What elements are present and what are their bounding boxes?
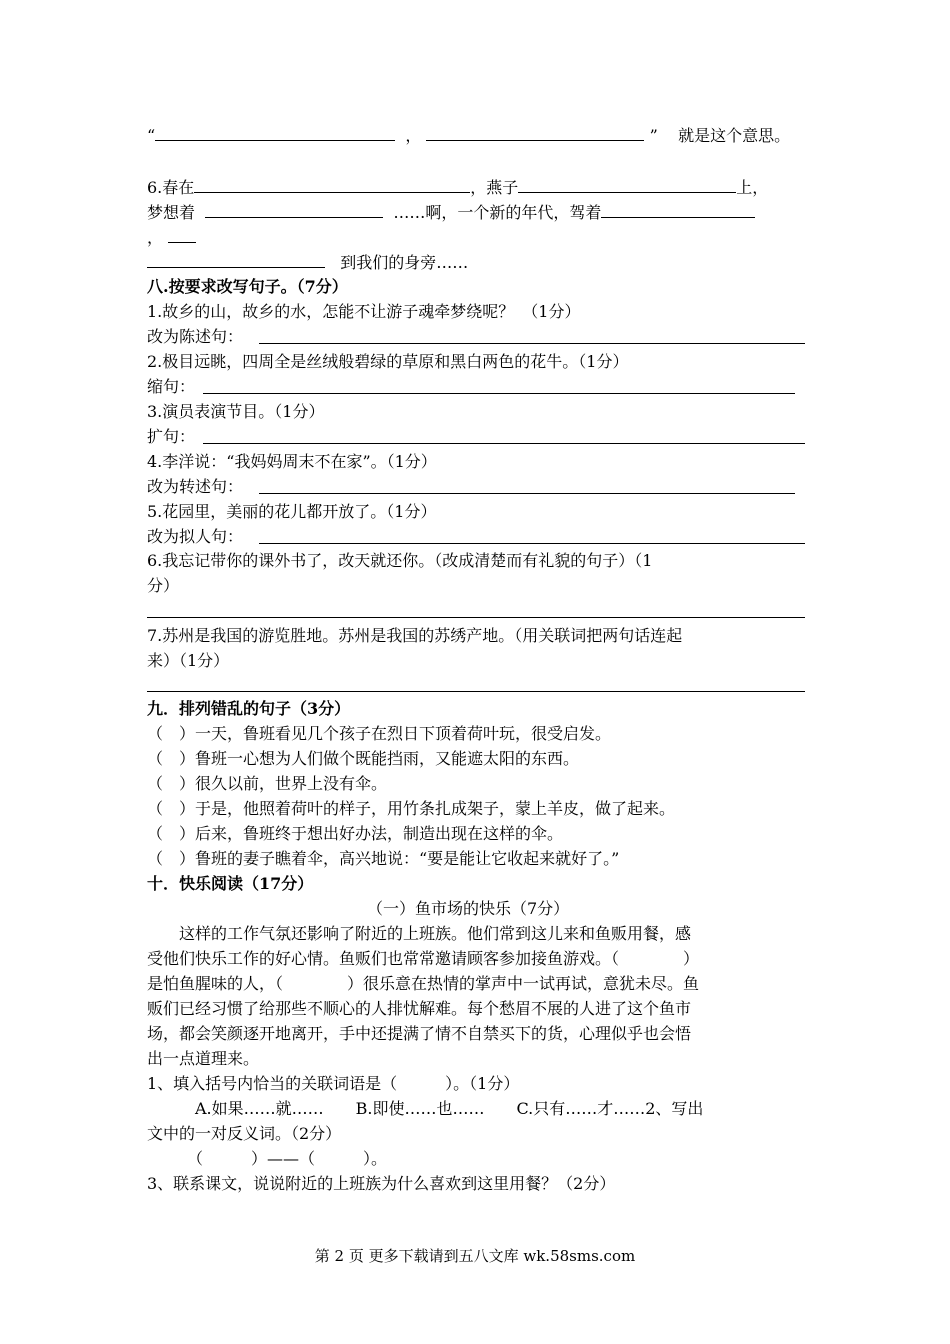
s10-q2-blank: （ ）——（ ）。 xyxy=(147,1149,388,1168)
s8-q2-answer-line[interactable] xyxy=(203,393,795,394)
item6-label: 6.春在 xyxy=(147,178,195,197)
s9-item: （ ）后来，鲁班终于想出好办法，制造出现在这样的伞。 xyxy=(147,824,564,843)
s8-q4: 4.李洋说：“我妈妈周末不在家”。（1分） xyxy=(147,452,437,471)
item6-swallow: ，燕子 xyxy=(470,178,519,197)
s8-q7b: 来）（1分） xyxy=(147,651,230,670)
s8-q1-answer-line[interactable] xyxy=(259,343,805,344)
item6-line2 xyxy=(147,201,755,224)
s9-item: （ ）于是，他照着荷叶的样子，用竹条扎成架子，蒙上羊皮，做了起来。 xyxy=(147,799,676,818)
open-quote: “ xyxy=(147,126,156,145)
s10-q2: 文中的一对反义词。（2分） xyxy=(147,1124,342,1143)
comma: ， xyxy=(405,126,422,145)
blank[interactable] xyxy=(194,176,470,193)
s8-q2: 2.极目远眺，四周全是丝绒般碧绿的草原和黑白两色的花牛。（1分） xyxy=(147,352,629,371)
s8-q3: 3.演员表演节目。（1分） xyxy=(147,402,325,421)
s8-q2-label: 缩句： xyxy=(147,377,196,396)
item6-comma: ， xyxy=(147,228,164,247)
s9-item: （ ）一天，鲁班看见几个孩子在烈日下顶着荷叶玩，很受启发。 xyxy=(147,724,612,743)
blank[interactable] xyxy=(518,176,736,193)
item6-ah: ……啊，一个新的年代，驾着 xyxy=(393,203,602,222)
s8-q5-answer-line[interactable] xyxy=(259,543,805,544)
section9-title: 九．排列错乱的句子（3分） xyxy=(147,699,351,718)
passage-line: 受他们快乐工作的好心情。鱼贩们也常常邀请顾客参加接鱼游戏。（ ） xyxy=(147,949,700,968)
s8-q3-answer-line[interactable] xyxy=(203,443,805,444)
s8-q5: 5.花园里，美丽的花儿都开放了。（1分） xyxy=(147,502,437,521)
blank[interactable] xyxy=(147,251,325,268)
passage-line: 这样的工作气氛还影响了附近的上班族。他们常到这儿来和鱼贩用餐，感 xyxy=(147,924,692,943)
s8-q7-answer-line[interactable] xyxy=(147,691,805,692)
blank[interactable] xyxy=(601,201,755,218)
item5-text: 就是这个意思。 xyxy=(678,126,791,145)
item6-line3 xyxy=(147,226,196,249)
blank[interactable] xyxy=(205,201,383,218)
blank[interactable] xyxy=(426,124,644,141)
s8-q4-label: 改为转述句： xyxy=(147,477,244,496)
s10-q1-options: A.如果……就…… B.即使……也…… C.只有……才……2、写出 xyxy=(147,1099,704,1118)
s8-q1-label: 改为陈述句： xyxy=(147,327,244,346)
item6-dream: 梦想着 xyxy=(147,203,196,222)
s9-item: （ ）鲁班的妻子瞧着伞，高兴地说：“要是能让它收起来就好了。” xyxy=(147,849,620,868)
page-footer: 第 2 页 更多下载请到五八文库 wk.58sms.com xyxy=(314,1247,636,1265)
s8-q3-label: 扩句： xyxy=(147,427,196,446)
s9-item: （ ）鲁班一心想为人们做个既能挡雨，又能遮太阳的东西。 xyxy=(147,749,580,768)
section8-title: 八.按要求改写句子。（7分） xyxy=(147,277,348,296)
passage-line: 贩们已经习惯了给那些不顺心的人排忧解难。每个愁眉不展的人进了这个鱼市 xyxy=(147,999,692,1018)
blank[interactable] xyxy=(155,124,395,141)
item5-tail xyxy=(147,124,790,147)
s8-q6a: 6.我忘记带你的课外书了，改天就还你。（改成清楚而有礼貌的句子）（1 xyxy=(147,551,653,570)
section10-title: 十．快乐阅读（17分） xyxy=(147,874,314,893)
close-quote: ” xyxy=(649,126,658,145)
s8-q4-answer-line[interactable] xyxy=(259,493,795,494)
passage-line: 场，都会笑颜逐开地离开，手中还提满了情不自禁买下的货，心理似乎也会悟 xyxy=(147,1024,692,1043)
s10-q3: 3、联系课文，说说附近的上班族为什么喜欢到这里用餐？（2分） xyxy=(147,1174,616,1193)
item6-up: 上， xyxy=(736,178,769,197)
passage-line: 是怕鱼腥味的人，（ ）很乐意在热情的掌声中一试再试，意犹未尽。鱼 xyxy=(147,974,700,993)
s8-q6-answer-line[interactable] xyxy=(147,617,805,618)
item6-line1 xyxy=(147,176,768,199)
s8-q7a: 7.苏州是我国的游览胜地。苏州是我国的苏绣产地。（用关联词把两句话连起 xyxy=(147,626,683,645)
passage-line: 出一点道理来。 xyxy=(147,1049,260,1068)
s8-q1: 1.故乡的山，故乡的水，怎能不让游子魂牵梦绕呢？ （1分） xyxy=(147,302,581,321)
s10-q1: 1、填入括号内恰当的关联词语是（ ）。（1分） xyxy=(147,1074,520,1093)
s10-subtitle: （一）鱼市场的快乐（7分） xyxy=(367,899,570,918)
s8-q5-label: 改为拟人句： xyxy=(147,527,244,546)
s8-q6b: 分） xyxy=(147,576,180,595)
item6-end: 到我们的身旁…… xyxy=(340,253,469,272)
blank[interactable] xyxy=(168,226,196,243)
s9-item: （ ）很久以前，世界上没有伞。 xyxy=(147,774,388,793)
item6-line4 xyxy=(147,251,468,274)
